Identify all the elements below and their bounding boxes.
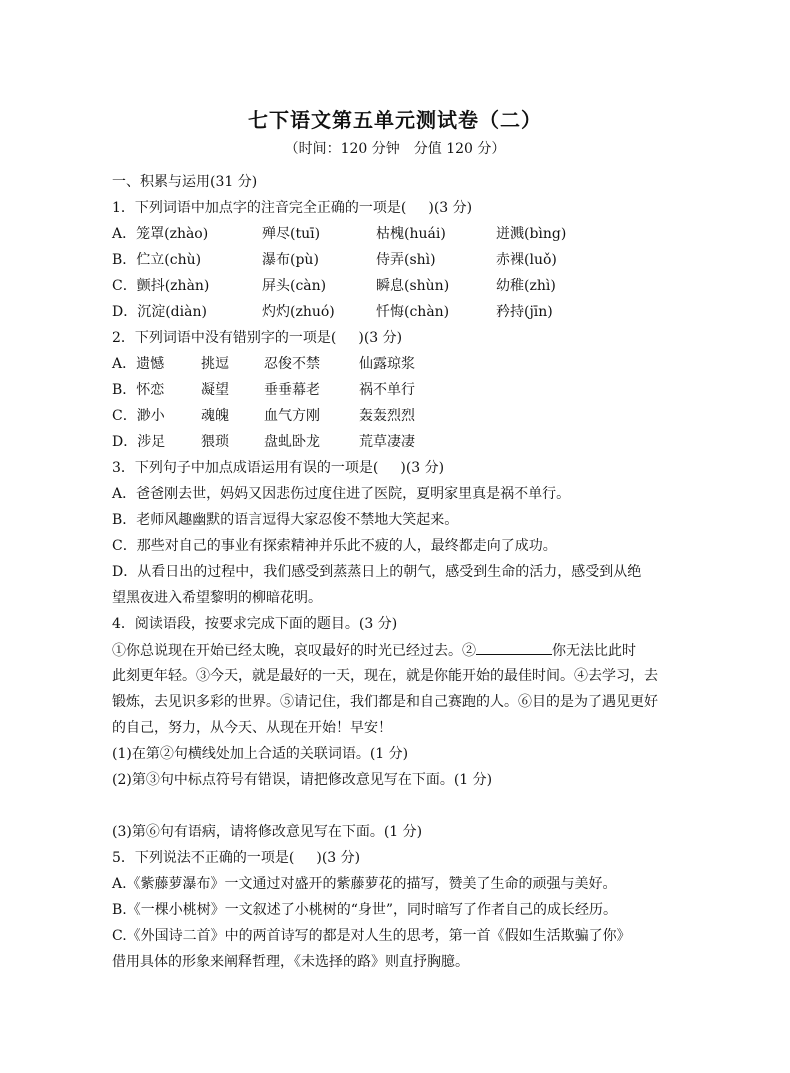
question-1-stem: 1．下列词语中加点字的注音完全正确的一项是( )(3 分)	[112, 200, 473, 216]
q4-passage-line-2: 此刻更年轻。③今天，就是最好的一天，现在，就是你能开始的最佳时间。④去学习，去	[112, 668, 658, 684]
question-3-stem: 3．下列句子中加点成语运用有误的一项是( )(3 分)	[112, 460, 445, 476]
q1-option-d-3: 忏悔(chàn)	[376, 304, 450, 320]
q3-option-b: B．老师风趣幽默的语言逗得大家忍俊不禁地大笑起来。	[112, 512, 459, 528]
q1-option-a-4: 迸溅(bìng)	[496, 226, 567, 242]
q1-option-b-3: 侍弄(shì)	[376, 252, 436, 268]
q1-option-c-3: 瞬息(shùn)	[376, 278, 450, 294]
q2-option-a-1: A．遗憾	[112, 356, 165, 372]
q2-option-c-1: C．渺小	[112, 408, 165, 424]
q1-option-d-2: 灼灼(zhuó)	[262, 304, 335, 320]
page-title: 七下语文第五单元测试卷（二）	[248, 108, 542, 132]
section-heading: 一、积累与运用(31 分)	[112, 174, 258, 190]
q1-option-d-4: 矜持(jīn)	[496, 304, 553, 320]
q2-option-a-3: 忍俊不禁	[264, 356, 320, 372]
q4-passage-line-4: 的自己，努力，从今天、从现在开始！早安！	[112, 720, 392, 736]
q3-option-c: C．那些对自己的事业有探索精神并乐此不疲的人，最终都走向了成功。	[112, 538, 557, 554]
q5-option-b: B.《一棵小桃树》一文叙述了小桃树的“身世”，同时暗写了作者自己的成长经历。	[112, 902, 618, 918]
question-2-stem: 2．下列词语中没有错别字的一项是( )(3 分)	[112, 330, 403, 346]
q2-option-b-2: 凝望	[201, 382, 229, 398]
q4-subquestion-2: (2)第③句中标点符号有错误，请把修改意见写在下面。(1 分)	[112, 772, 493, 788]
q4-passage-line-1: ①你总说现在开始已经太晚，哀叹最好的时光已经过去。② 你无法比此时	[112, 640, 636, 661]
q4-passage-line-3: 锻炼，去见识多彩的世界。⑤请记住，我们都是和自己赛跑的人。⑥目的是为了遇见更好	[112, 694, 658, 710]
q2-option-a-2: 挑逗	[201, 356, 229, 372]
q1-option-d-1: D．沉淀(diàn)	[112, 304, 207, 320]
q2-option-b-3: 垂垂幕老	[264, 382, 320, 398]
q1-option-a-1: A．笼罩(zhào)	[112, 226, 209, 242]
question-4-stem: 4．阅读语段，按要求完成下面的题目。(3 分)	[112, 616, 398, 632]
exam-subtitle: （时间：120 分钟 分值 120 分）	[284, 141, 506, 157]
q4-answer-blank[interactable]	[476, 640, 552, 655]
q5-option-c-line-1: C.《外国诗二首》中的两首诗写的都是对人生的思考，第一首《假如生活欺骗了你》	[112, 928, 631, 944]
q2-option-c-4: 轰轰烈烈	[359, 408, 415, 424]
q1-option-a-2: 殚尽(tuī)	[262, 226, 321, 242]
q1-option-c-4: 幼稚(zhì)	[496, 278, 556, 294]
q1-option-c-2: 屏头(càn)	[262, 278, 327, 294]
q1-option-a-3: 枯槐(huái)	[376, 226, 446, 242]
q2-option-d-1: D．涉足	[112, 434, 166, 450]
q2-option-a-4: 仙露琼浆	[359, 356, 415, 372]
q5-option-a: A.《紫藤萝瀑布》一文通过对盛开的紫藤萝花的描写，赞美了生命的顽强与美好。	[112, 876, 617, 892]
q2-option-b-1: B．怀恋	[112, 382, 165, 398]
q3-option-d-line-2: 望黑夜进入希望黎明的柳暗花明。	[112, 590, 322, 606]
q2-option-c-2: 魂魄	[201, 408, 229, 424]
question-5-stem: 5．下列说法不正确的一项是( )(3 分)	[112, 850, 361, 866]
q2-option-b-4: 祸不单行	[359, 382, 415, 398]
q2-option-d-3: 盘虬卧龙	[264, 434, 320, 450]
q1-option-b-1: B．伫立(chù)	[112, 252, 202, 268]
q3-option-d-line-1: D．从看日出的过程中，我们感受到蒸蒸日上的朝气，感受到生命的活力，感受到从绝	[112, 564, 642, 580]
q4-subquestion-3: (3)第⑥句有语病，请将修改意见写在下面。(1 分)	[112, 824, 423, 840]
q1-option-c-1: C．颤抖(zhàn)	[112, 278, 210, 294]
q2-option-c-3: 血气方刚	[264, 408, 320, 424]
q4-subquestion-1: (1)在第②句横线处加上合适的关联词语。(1 分)	[112, 746, 409, 762]
q5-option-c-line-2: 借用具体的形象来阐释哲理，《未选择的路》则直抒胸臆。	[112, 954, 469, 970]
q2-option-d-2: 猥琐	[201, 434, 229, 450]
q1-option-b-4: 赤裸(luǒ)	[496, 252, 557, 268]
q2-option-d-4: 荒草凄凄	[359, 434, 415, 450]
q1-option-b-2: 瀑布(pù)	[262, 252, 319, 268]
q3-option-a: A．爸爸刚去世，妈妈又因悲伤过度住进了医院，夏明家里真是祸不单行。	[112, 486, 571, 502]
